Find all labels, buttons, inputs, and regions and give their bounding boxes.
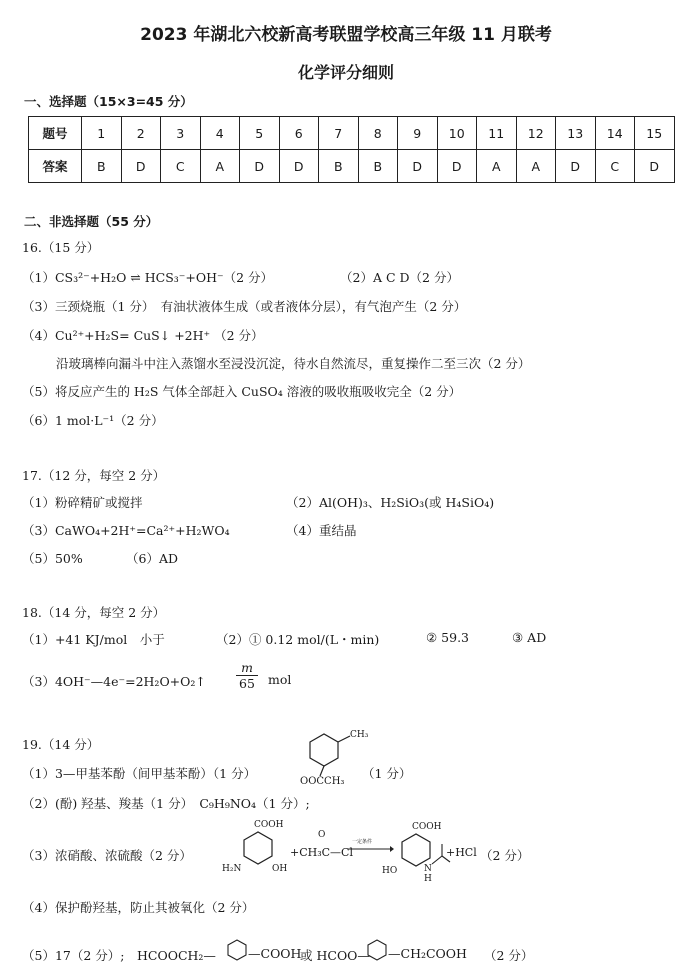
q17-answer-1: （1）粉碎精矿或搅拌 [22,495,143,510]
fraction-numerator: m [241,660,253,675]
byproduct: +HCl [446,846,477,859]
q17-answer-5: （5）50% [22,551,83,566]
answer-cell: C [595,150,635,183]
fraction-denominator: 65 [236,675,258,691]
answer-cell: D [437,150,477,183]
answer-cell: D [240,150,280,183]
answer-cell: A [516,150,556,183]
arrow-label: 一定条件 [352,839,373,845]
question-number: 11 [477,117,517,150]
q19-answer-5-ch2cooh: —CH₂COOH [388,946,467,961]
q19-answer-1: （1）3—甲基苯酚（间甲基苯酚）（1 分） [22,766,257,781]
question-number: 5 [240,117,280,150]
table-row-questions [29,117,675,150]
q19-answer-5-alt: 或 HCOO— [300,948,370,963]
question-number: 14 [595,117,635,150]
reactant-nh2: H₂N [222,864,242,874]
page-title: 2023 年湖北六校新高考联盟学校高三年级 11 月联考 [140,25,552,45]
benzene-ring-2 [366,938,388,962]
question-number: 2 [121,117,161,150]
q18-answer-2-1: （2）① 0.12 mol/(L・min) [216,632,380,647]
question-number: 13 [556,117,596,150]
question-number: 1 [82,117,122,150]
q18-answer-2-3: ③ AD [512,630,547,645]
answer-cell: C [161,150,201,183]
q17-answer-4: （4）重结晶 [286,523,357,538]
q19-answer-5-score: （2 分） [484,948,534,963]
answer-cell: B [319,150,359,183]
answer-cell: A [200,150,240,183]
question-number: 15 [635,117,675,150]
q16-answer-6: （6）1 mol·L⁻¹（2 分） [22,413,164,428]
reactant-oh: OH [272,864,288,874]
question-number: 4 [200,117,240,150]
answer-cell: D [398,150,438,183]
fraction [236,660,258,691]
q17-answer-6: （6）AD [126,551,179,566]
carbonyl-o: O [318,830,326,840]
q16-answer-1: （1）CS₃²⁻+H₂O ⇌ HCS₃⁻+OH⁻（2 分） [22,270,274,285]
q16-answer-4-detail: 沿玻璃棒向漏斗中注入蒸馏水至浸没沉淀，待水自然流尽，重复操作二至三次（2 分） [56,356,531,371]
answer-cell: A [477,150,517,183]
question-number: 12 [516,117,556,150]
reactant-cooh: COOH [254,820,284,830]
question-number: 9 [398,117,438,150]
q18-heading: 18.（14 分，每空 2 分） [22,605,166,620]
methyl-label: CH₃ [350,730,369,740]
q16-answer-3: （3）三颈烧瓶（1 分） 有油状液体生成（或者液体分层），有气泡产生（2 分） [22,299,467,314]
q19-answer-4: （4）保护酚羟基，防止其被氧化（2 分） [22,900,255,915]
reagent: +CH₃C—Cl [290,846,353,859]
answer-cell: D [121,150,161,183]
q19-answer-2: （2）(酚) 羟基、羧基（1 分） C₉H₉NO₄（1 分）; [22,796,310,811]
answer-cell: D [635,150,675,183]
q17-answer-2: （2）Al(OH)₃、H₂SiO₃(或 H₄SiO₄) [286,495,495,510]
q19-answer-3-score: （2 分） [480,848,530,863]
table-row-answers [29,150,675,183]
q17-answer-3: （3）CaWO₄+2H⁺=Ca²⁺+H₂WO₄ [22,523,230,538]
q19-answer-1-score: （1 分） [362,766,412,781]
answer-table [28,116,675,183]
q17-heading: 17.（12 分，每空 2 分） [22,468,166,483]
answer-cell: B [82,150,122,183]
question-number: 7 [319,117,359,150]
question-number: 10 [437,117,477,150]
q16-answer-2: （2）A C D（2 分） [340,270,459,285]
ester-label: OOCCH₃ [300,776,345,787]
benzene-ring-1 [226,938,248,962]
row-label-questions: 题号 [29,117,82,150]
page-subtitle: 化学评分细则 [297,63,394,82]
q19-answer-5: （5）17（2 分）; HCOOCH₂— [22,948,216,963]
q18-answer-1: （1）+41 KJ/mol 小于 [22,632,165,647]
q16-answer-4: （4）Cu²⁺+H₂S= CuS↓ +2H⁺ （2 分） [22,328,264,343]
reaction-arrow [348,844,394,854]
answer-cell: D [279,150,319,183]
q18-answer-3: （3）4OH⁻—4e⁻=2H₂O+O₂↑ [22,674,206,689]
section-2-heading: 二、非选择题（55 分） [24,214,159,229]
question-number: 6 [279,117,319,150]
product-h: H [424,874,432,884]
product-n: N [424,864,432,874]
q18-answer-2-2: ② 59.3 [426,630,470,645]
product-cooh: COOH [412,822,442,832]
q18-unit: mol [268,672,292,687]
q16-answer-5: （5）将反应产生的 H₂S 气体全部赶入 CuSO₄ 溶液的吸收瓶吸收完全（2 分） [22,384,462,399]
q19-answer-5-cooh: —COOH [248,946,302,961]
answer-cell: B [358,150,398,183]
q16-heading: 16.（15 分） [22,240,100,255]
answer-cell: D [556,150,596,183]
question-number: 8 [358,117,398,150]
section-1-heading: 一、选择题（15×3=45 分） [24,94,193,109]
q19-answer-3: （3）浓硝酸、浓硫酸（2 分） [22,848,192,863]
row-label-answers: 答案 [29,150,82,183]
question-number: 3 [161,117,201,150]
product-ho: HO [382,866,398,876]
q19-heading: 19.（14 分） [22,737,100,752]
